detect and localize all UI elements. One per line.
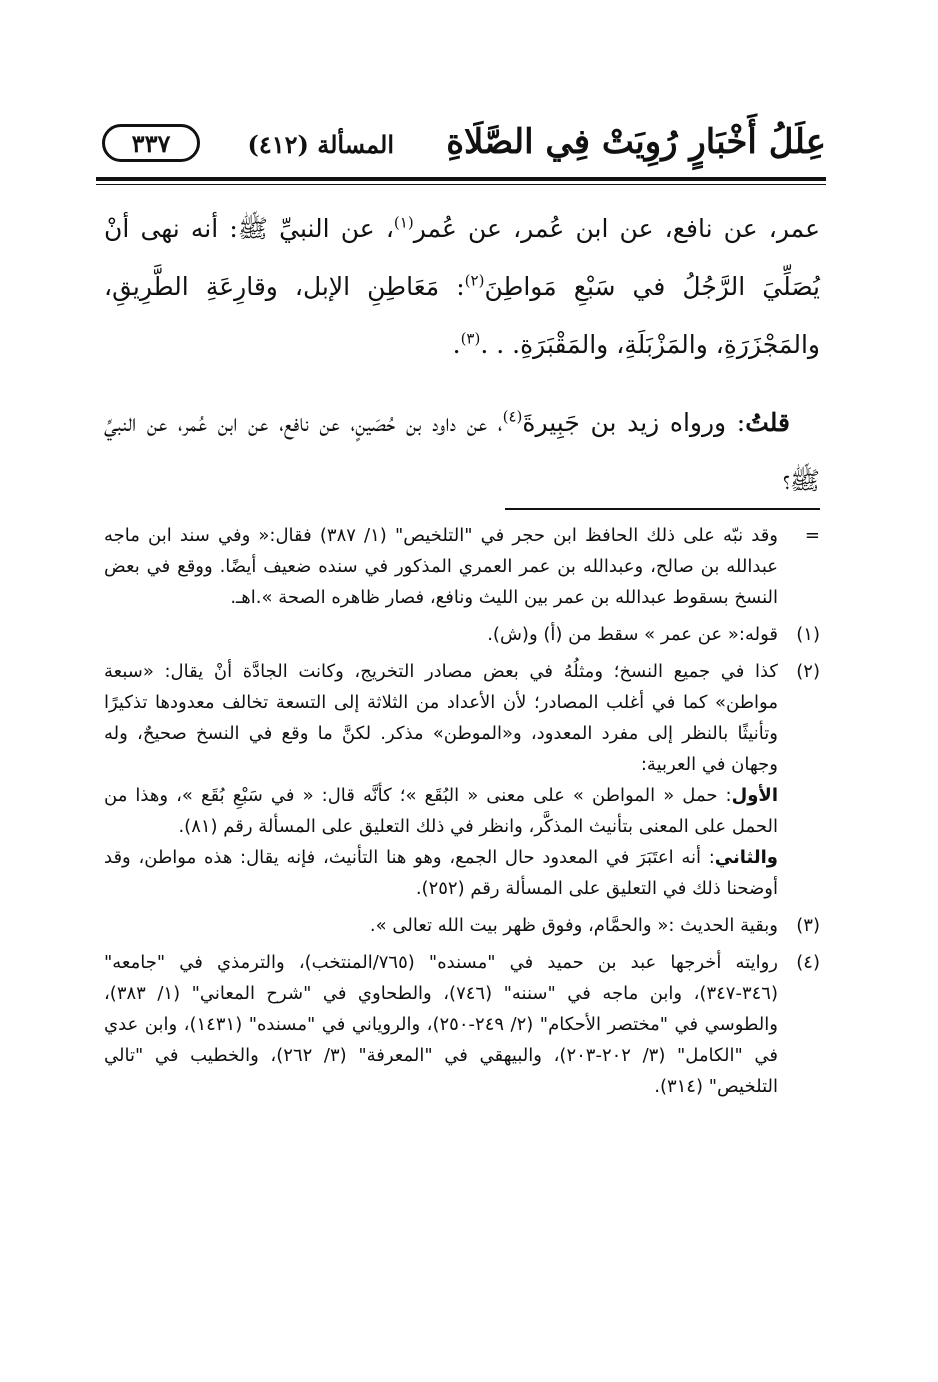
- header-rule-thick: [96, 177, 826, 181]
- footnote-2-number: (٢): [796, 661, 820, 682]
- main-paragraph-1: [104, 200, 820, 374]
- p1-text-b: ، عن النبيِّ ﷺ: أنه نهى أنْ يُصَلِّيَ الرَّجُلُ في سَبْعِ مَواطِنَ: [104, 214, 820, 301]
- first-aspect-text: : حمل « المواطن » على معنى « البُقَع »؛ كأنَّه قال: « في سَبْعِ بُقَع »، وهذا من الحمل على المعنى بتأنيث المذكَّر، وانظر في ذلك التعليق على المسألة رقم (٨١).: [104, 785, 778, 837]
- book-title: عِلَلُ أَخْبَارٍ رُوِيَتْ فِي الصَّلَاةِ: [446, 122, 826, 162]
- footnote-1-text: قوله:« عن عمر » سقط من (أ) و(ش).: [487, 624, 778, 645]
- p1-text-d: .: [452, 330, 461, 359]
- page-number-badge: ٣٣٧: [102, 124, 200, 162]
- footnote-3: [104, 910, 820, 941]
- p2-text-b: ، عن داود بن حُصَينٍ، عن نافع، عن ابن عُمر، عن النبيِّ ﷺ؟: [104, 408, 820, 495]
- footnote-ref-1[interactable]: (١): [393, 213, 414, 232]
- qultu-lead: قلتُ: [745, 408, 790, 437]
- footnote-1: [104, 619, 820, 650]
- footnote-2-second-aspect: [104, 842, 778, 904]
- footnote-2-first-aspect: [104, 780, 778, 842]
- footnote-2: [104, 656, 820, 904]
- footnote-ref-3[interactable]: (٣): [460, 329, 481, 348]
- footnote-4-text: روايته أخرجها عبد بن حميد في "مسنده" (٧٦٥/المنتخب)، والترمذي في "جامعه" (٣٤٦-٣٤٧)، وابن ماجه في "سننه" (٧٤٦)، والطحاوي في "شرح المعاني" (١/ ٣٨٣)، والطوسي في "مختصر الأحكام" (٢/ ٢٤٩-٢٥٠)، والروياني في "مسنده" (١٤٣١)، وابن عدي في "الكامل" (٣/ ٢٠٢-٢٠٣)، والبيهقي في "المعرفة" (٣/ ٢٦٢)، والخطيب في "تالي التلخيص" (٣١٤).: [104, 952, 778, 1097]
- p1-text-a: عمر، عن نافع، عن ابن عُمر، عن عُمر: [413, 214, 821, 243]
- footnotes: [104, 520, 820, 1108]
- first-aspect-lead: الأول: [731, 785, 778, 806]
- p1-text-c: : مَعَاطِنِ الإبل، وقارِعَةِ الطَّرِيقِ، والمَجْزَرَةِ، والمَزْبَلَةِ، والمَقْبَرَةِ. . .: [104, 272, 820, 359]
- footnote-3-text: وبقية الحديث :« والحمَّام، وفوق ظهر بيت الله تعالى ».: [369, 915, 778, 936]
- second-aspect-text: : أنه اعتَبَرَ في المعدود حال الجمع، وهو هنا التأنيث، فإنه يقال: هذه مواطن، وقد أوضحنا ذلك في التعليق على المسألة رقم (٢٥٢).: [104, 847, 778, 899]
- footnote-4-number: (٤): [796, 952, 820, 973]
- p2-text-a: : ورواه زيد بن جَبِيرةَ: [522, 408, 746, 437]
- footnote-3-number: (٣): [796, 915, 820, 936]
- main-paragraph-2: [104, 394, 820, 510]
- running-header: [96, 114, 826, 178]
- footnote-4: [104, 947, 820, 1102]
- footnote-1-number: (١): [796, 624, 820, 645]
- footnote-continued-text: وقد نبّه على ذلك الحافظ ابن حجر في "التلخيص" (١/ ٣٨٧) فقال:« وفي سند ابن ماجه عبدالله بن صالح، وعبدالله بن عمر العمري المذكور في سنده ضعيف أيضًا. ووقع في بعض النسخ بسقوط عبدالله بن عمر بين الليث ونافع، فصار ظاهره الصحة ».اهـ.: [104, 525, 779, 608]
- main-text: [104, 200, 820, 510]
- footnote-continued-marker: =: [804, 525, 820, 546]
- footnote-continued: [104, 520, 820, 613]
- footnote-separator: [505, 508, 820, 510]
- footnote-2-text: كذا في جميع النسخ؛ ومثلُهُ في بعض مصادر التخريج، وكانت الجادَّة أنْ يقال: «سبعة مواطن» كما في أغلب المصادر؛ لأن الأعداد من الثلاثة إلى التسعة تخالف معدودها تذكيرًا وتأنيثًا بالنظر إلى مفرد المعدود، و«الموطن» مذكر. لكنَّ ما وقع في النسخ صحيحٌ، وله وجهان في العربية:: [104, 661, 778, 775]
- footnote-ref-2[interactable]: (٢): [464, 271, 485, 290]
- second-aspect-lead: والثاني: [714, 847, 778, 868]
- issue-label: المسألة (٤١٢): [247, 130, 394, 159]
- header-rule-thin: [96, 184, 826, 185]
- footnote-ref-4[interactable]: (٤): [502, 407, 523, 426]
